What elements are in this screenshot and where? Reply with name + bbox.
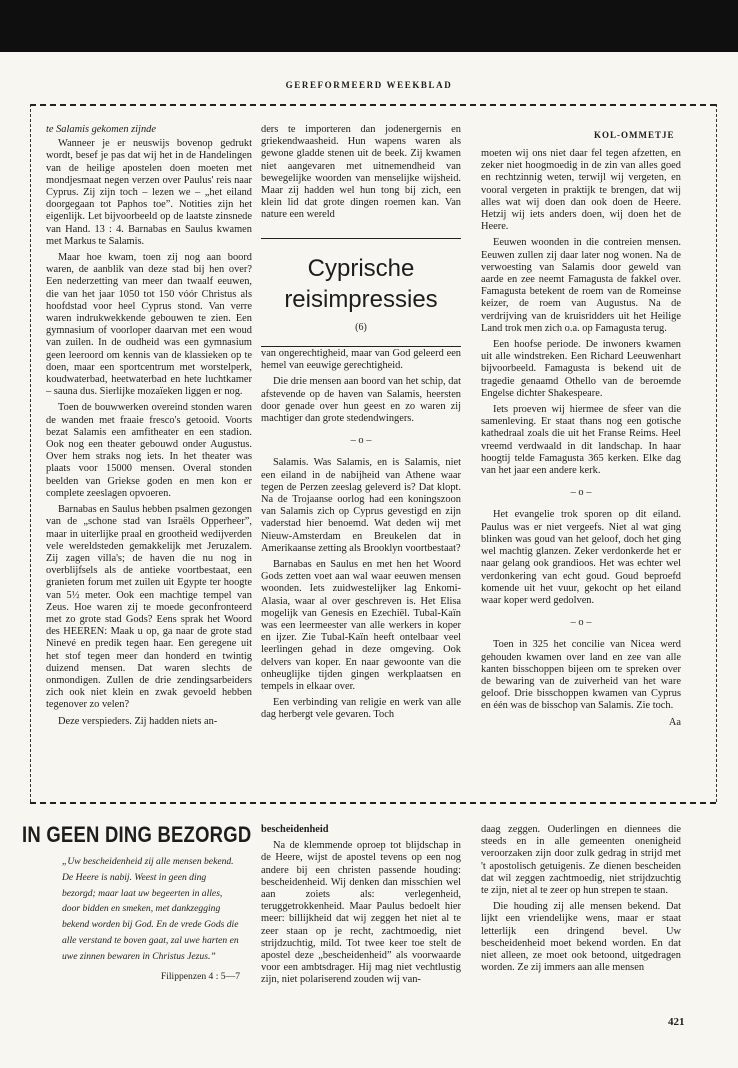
article-title-box <box>261 238 461 347</box>
right-dashed-border <box>716 104 717 802</box>
left-dashed-border <box>30 104 31 802</box>
quote-reference: Filippenzen 4 : 5—7 <box>160 970 240 982</box>
paragraph: Het evangelie trok sporen op dit eiland. Paulus was er niet vergeefs. Niet al wat ging blinken was goud van het geloof, doch het ging wel machtig glanzen. Zeker verdonkerde het er naar gelang ook grandioos. Het was echter wel verdonkering van echt goud. Goud beproefd komende uit het vuur, gekocht op het eiland waar koper werd gedolven. <box>481 509 681 606</box>
kolommetje-label: KOL-OMMETJE <box>594 130 675 140</box>
section-separator: – o – <box>350 435 372 447</box>
paragraph: Iets proeven wij hiermee de sfeer van die samenleving. Er staat thans nog een gotische kathedraal zoals die uit het Franse Reims. Heel vreemd verdwaald in dit landschap. In haar hoogtij telde Famagusta 365 kerken. Elke dag van het jaar een andere kerk. <box>481 404 681 477</box>
bible-quote <box>62 854 240 984</box>
title-rule-bottom <box>261 346 461 347</box>
paragraph: Toen de bouwwerken overeind stonden waren de wanden met fraaie fresco's getooid. Voorts bezat Salamis een amfitheater en een stadion. Ook nog een theater gebouwd onder Augustus. Over hem straks nog iets. In het theater was plaats voor 15000 mensen. Overal stonden beelden van Griekse goden en men kon er complete zeeslagen opvoeren. <box>46 402 252 499</box>
article-column-3 <box>481 148 681 796</box>
paragraph: Wanneer je er neuswijs bovenop gedrukt wordt, besef je pas dat wij het in de Handelingen van de heilige apostelen doen moeten met mondjesmaat negen verzen over Paulus' reis naar Cyprus. Zij zijn toch – lezen we – „het eiland doorgegaan tot Paphos toe”. Notities zijn het eigenlijk. Let bijvoorbeeld op de laatste zinsnede van Hand. 13 : 4. Barnabas en Saulus kwamen met Markus te Salamis. <box>46 138 252 247</box>
paragraph: Barnabas en Saulus hebben psalmen gezongen van de „schone stad van Israëls Opperheer”, maar in uiterlijke praal en grootheid wedijverden vele wereldsteden gemakkelijk met Jeruzalem. Zij zagen villa's; de haven die nu nog in overblijfsels als de antieke voortbestaat, een granieten forum met zuilen uit Egypte ter hoogte van 5½ meter. Ook een machtige tempel van Zeus. Hoe waren zij te moede geconfronteerd met zo grote stad Gods? Eens sprak het Woord des HEEREN: Maak u op, ga naar de grote stad Ninevé en predik tegen haar. Een geregene uit het stof tegen meer dan honderd en twintig duizend mensen. Dat waren slechts de onmondigen. Zullen de drie zendingsarbeiders zich ook niet klein en zwak gevoeld hebben tegenover zo velen? <box>46 504 252 711</box>
author-signature: Aa <box>668 716 681 728</box>
paragraph: Een verbinding van religie en werk van alle dag herbergt vele gevaren. Toch <box>261 697 461 721</box>
paragraph: Die houding zij alle mensen bekend. Dat lijkt een vriendelijke wens, maar er staat letterlijk een dringend bevel. Uw bescheidenheid moet bekend worden. En dat niet alleen, ze moet ook betoond, uitgedragen worden. Ze zij immers aan alle mensen <box>481 901 681 974</box>
paragraph: daag zeggen. Ouderlingen en diennees die steeds en in alle gemeenten onenigheid veroorzaken zijn door zulk gedrag in strijd met 't apostolisch getuigenis. Ze dienen bescheiden dat wil zeggen zachtmoedig, niet strijdzuchtig te zijn, niet al te zeer op hun strepen te staan. <box>481 824 681 897</box>
paragraph: Die drie mensen aan boord van het schip, dat afstevende op de haven van Salamis, heersten door genade over hun geest en zo waren zij machtiger dan grote stedendwingers. <box>261 376 461 425</box>
paragraph: Na de klemmende oproep tot blijdschap in de Heere, wijst de apostel tevens op een nog andere bij een christen passende houding: bescheidenheid. Wij denken dan misschien wel aan zoiets als: verlegenheid, teruggetrokkenheid. Maar Paulus bedoelt hier meer: billijkheid dat wij zeggen het niet al te zeer staan op je recht, zachtmoedig, niet strijdzuchtig, mild. Tot twee keer toe stelt de apostel deze „bescheidenheid” als voorwaarde voor een ambtsdrager. Hij mag niet vechtlustig zijn, niet polariserend zouden wij van- <box>261 840 461 986</box>
article-title: Cyprische reisimpressies <box>284 255 438 313</box>
paragraph: Maar hoe kwam, toen zij nog aan boord waren, de aanblik van deze stad bij hen over? Een nederzetting van meer dan twaalf eeuwen, die van het jaar 1050 tot 150 vóór Christus als hoofdstad voor heel Cyprus stond. Van verre waren indrukwekkende gebouwen te zien. Een gymnasium of voorloper daarvan met een woud van zuilen. In de oudheid was een gymnasium geen leeroord om kennis van de klassieken op te doen, maar een sportcentrum met worstelperk, koudwaterbad, heetwaterbad en hete luchtkamer – sauna dus. Sierlijke mozaïeken liggen er nog. <box>46 252 252 398</box>
article-column-2-bottom <box>261 348 461 794</box>
meditation-column-2 <box>261 824 461 1010</box>
section-separator: – o – <box>570 487 592 499</box>
paragraph: Deze verspieders. Zij hadden niets an- <box>58 715 218 727</box>
bottom-dashed-border <box>30 802 716 804</box>
meditation-column-3 <box>481 824 681 1010</box>
paragraph: ders te importeren dan jodenergernis en griekendwaasheid. Hun wapens waren als gewone gladde stenen uit de beek. Zij kwamen niet aangevaren met uitnemendheid van bewegelijke woorden van menselijke wijsheid. Maar zij hadden wel hun tong bij zich, een klein lid dat grote dingen roemen kan. Van nature een wereld <box>261 124 461 221</box>
quote-text: „Uw bescheidenheid zij alle mensen bekend. De Heere is nabij. Weest in geen ding bezorgd; maar laat uw begeerten in alles, door bidden en smeken, met dankzegging bekend worden bij God. En de vrede Gods die alle verstand te boven gaat, zal uwe harten en uwe zinnen bewaren in Christus Jezus.” <box>62 856 239 962</box>
paragraph: Toen in 325 het concilie van Nicea werd gehouden kwamen over land en zee van alle kanten bisschoppen bijeen om te spreken over de bewaring van de zuiverheid van het ware geloof. Drie bisschoppen kwamen van Cyprus en één was de bisschop van Salamis. Zie toch. <box>481 639 681 712</box>
paragraph: Salamis. Was Salamis, en is Salamis, niet een eiland in de nabijheid van Athene waar tegen de Perzen zeeslag geleverd is? Dat klopt. Na de Trojaanse oorlog had een koningszoon van Salamis zich op Cyprus gevestigd en zijn vaderstad hier benoemd. Wat deden wij met Nieuw-Amsterdam en Breukelen dat in Amerikaanse zetting als Brooklyn voortbestaat? <box>261 457 461 554</box>
title-rule-top <box>261 238 461 239</box>
paragraph: moeten wij ons niet daar fel tegen afzetten, en zeker niet hoogmoedig in de zin van alles goed en rechtzinnig weten, terwijl wij vergeten, en vooral vergeten in praktijk te brengen, dat wij alles wat wij doen dan ook doen de Heere. Hetzij wij iets anders doen, wij doen het de Heere. <box>481 148 681 233</box>
paragraph: van ongerechtigheid, maar van God geleerd een hemel van eeuwige gerechtigheid. <box>261 348 461 372</box>
page-header: GEREFORMEERD WEEKBLAD <box>285 80 453 90</box>
paragraph: Barnabas en Saulus en met hen het Woord Gods zetten voet aan wal waar eeuwen mensen woonden. Iets zuidwestelijker lag Enkomi-Alasia, waar al over geschreven is. Het Elisa mogelijk van Genesis en Ezechiël. Tubal-Kaïn was een leermeester van alle werkers in koper en ijzer. Zie Tubal-Kaïn heeft ontelbaar veel leerlingen gehad in deze omgeving. Ook delvers van koper. En naar gewoonte van die onheuglijke tijden gingen werkplaatsen en tempels in elkaar over. <box>261 559 461 693</box>
page-number: 421 <box>668 1016 685 1028</box>
top-black-band <box>0 0 738 52</box>
paragraph: Een hoofse periode. De inwoners kwamen uit alle windstreken. Een Richard Leeuwenhart bijvoorbeeld. Famagusta is bekend uit de tragedie genaamd Othello van de beroemde Engelse dichter Shakespeare. <box>481 339 681 399</box>
article-number: (6) <box>355 322 367 333</box>
article-column-2-top <box>261 124 461 234</box>
meditation-title: IN GEEN DING BEZORGD <box>22 822 252 847</box>
article-column-1 <box>46 124 252 794</box>
paragraph: Eeuwen woonden in die contreien mensen. Eeuwen zullen zij daar later nog wonen. Na de verwoesting van Salamis door geweld van aarde en zee neemt Famagusta de fakkel over. Famagusta betekent de roem van de Romeinse keizer, de roem van Augustus. Na de verdrijving van de kruisridders uit het Heilige Land trok men zich o.a. op Famagusta terug. <box>481 237 681 334</box>
article-intro-line: te Salamis gekomen zijnde <box>46 124 156 135</box>
section-separator: – o – <box>570 617 592 629</box>
top-dashed-border <box>30 104 716 106</box>
meditation-subheading: bescheidenheid <box>261 824 329 835</box>
